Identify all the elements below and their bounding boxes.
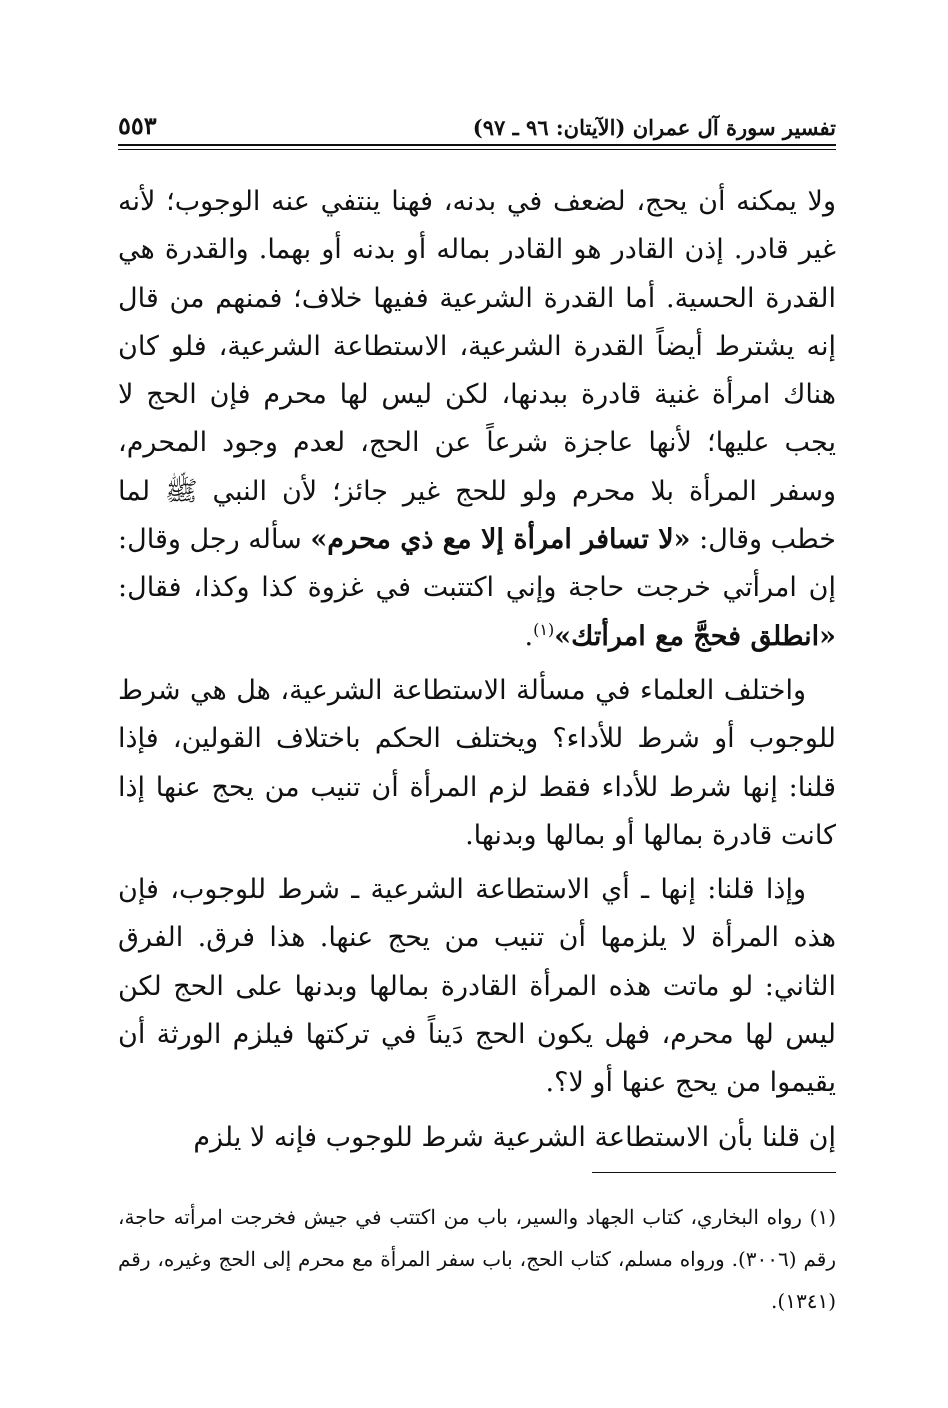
footnote-reference: (١) <box>533 619 555 639</box>
hadith-quote-1: «لا تسافر امرأة إلا مع ذي محرم» <box>310 524 691 556</box>
footnote-1: (١) رواه البخاري، كتاب الجهاد والسير، باب من اكتتب في جيش فخرجت امرأته حاجة، رقم (٣٠٠٦). ورواه مسلم، كتاب الحج، باب سفر المرأة مع محرم إلى الحج وغيره، رقم (١٣٤١). <box>118 1205 836 1313</box>
paragraph-1-middle: سأله رجل وقال: إن امرأتي خرجت حاجة وإني اكتتبت في غزوة كذا وكذا، فقال: <box>118 524 836 604</box>
running-header <box>118 92 836 140</box>
header-rule-thin <box>118 149 836 150</box>
footnotes <box>118 1196 836 1322</box>
paragraph-3: وإذا قلنا: إنها ـ أي الاستطاعة الشرعية ـ شرط للوجوب، فإن هذه المرأة لا يلزمها أن تنيب من يحج عنها. هذا فرق. الفرق الثاني: لو ماتت هذه المرأة القادرة بمالها وبدنها على الحج لكن ليس لها محرم، فهل يكون الحج دَيناً في تركتها فيلزم الورثة أن يقيموا من يحج عنها أو لا؟. <box>118 874 836 1099</box>
paragraph-2: واختلف العلماء في مسألة الاستطاعة الشرعية، هل هي شرط للوجوب أو شرط للأداء؟ ويختلف الحكم باختلاف القولين، فإذا قلنا: إنها شرط للأداء فقط لزم المرأة أن تنيب من يحج عنها إذا كانت قادرة بمالها أو بمالها وبدنها. <box>118 674 836 851</box>
footnote-separator <box>592 1172 836 1173</box>
book-page <box>118 92 836 1352</box>
main-text <box>118 178 836 1168</box>
paragraph-1-end: . <box>524 620 534 652</box>
paragraph-1 <box>118 178 836 661</box>
paragraph-1-text: ولا يمكنه أن يحج، لضعف في بدنه، فهنا ينتفي عنه الوجوب؛ لأنه غير قادر. إذن القادر هو القادر بماله أو بدنه أو بهما. والقدرة هي القدرة الحسية. أما القدرة الشرعية ففيها خلاف؛ فمنهم من قال إنه يشترط أيضاً القدرة الشرعية، الاستطاعة الشرعية، فلو كان هناك امرأة غنية قادرة ببدنها، لكن ليس لها محرم فإن الحج لا يجب عليها؛ لأنها عاجزة شرعاً عن الحج، لعدم وجود المحرم، وسفر المرأة بلا محرم ولو للحج غير جائز؛ لأن النبي ﷺ لما خطب وقال: <box>118 186 836 556</box>
paragraph-4: إن قلنا بأن الاستطاعة الشرعية شرط للوجوب فإنه لا يلزم <box>193 1121 836 1153</box>
page-number: ٥٥٣ <box>118 111 157 140</box>
header-rule <box>118 144 836 146</box>
hadith-quote-2: «انطلق فحجَّ مع امرأتك» <box>554 620 836 652</box>
running-title: تفسير سورة آل عمران (الآيتان: ٩٦ ـ ٩٧) <box>472 115 836 140</box>
